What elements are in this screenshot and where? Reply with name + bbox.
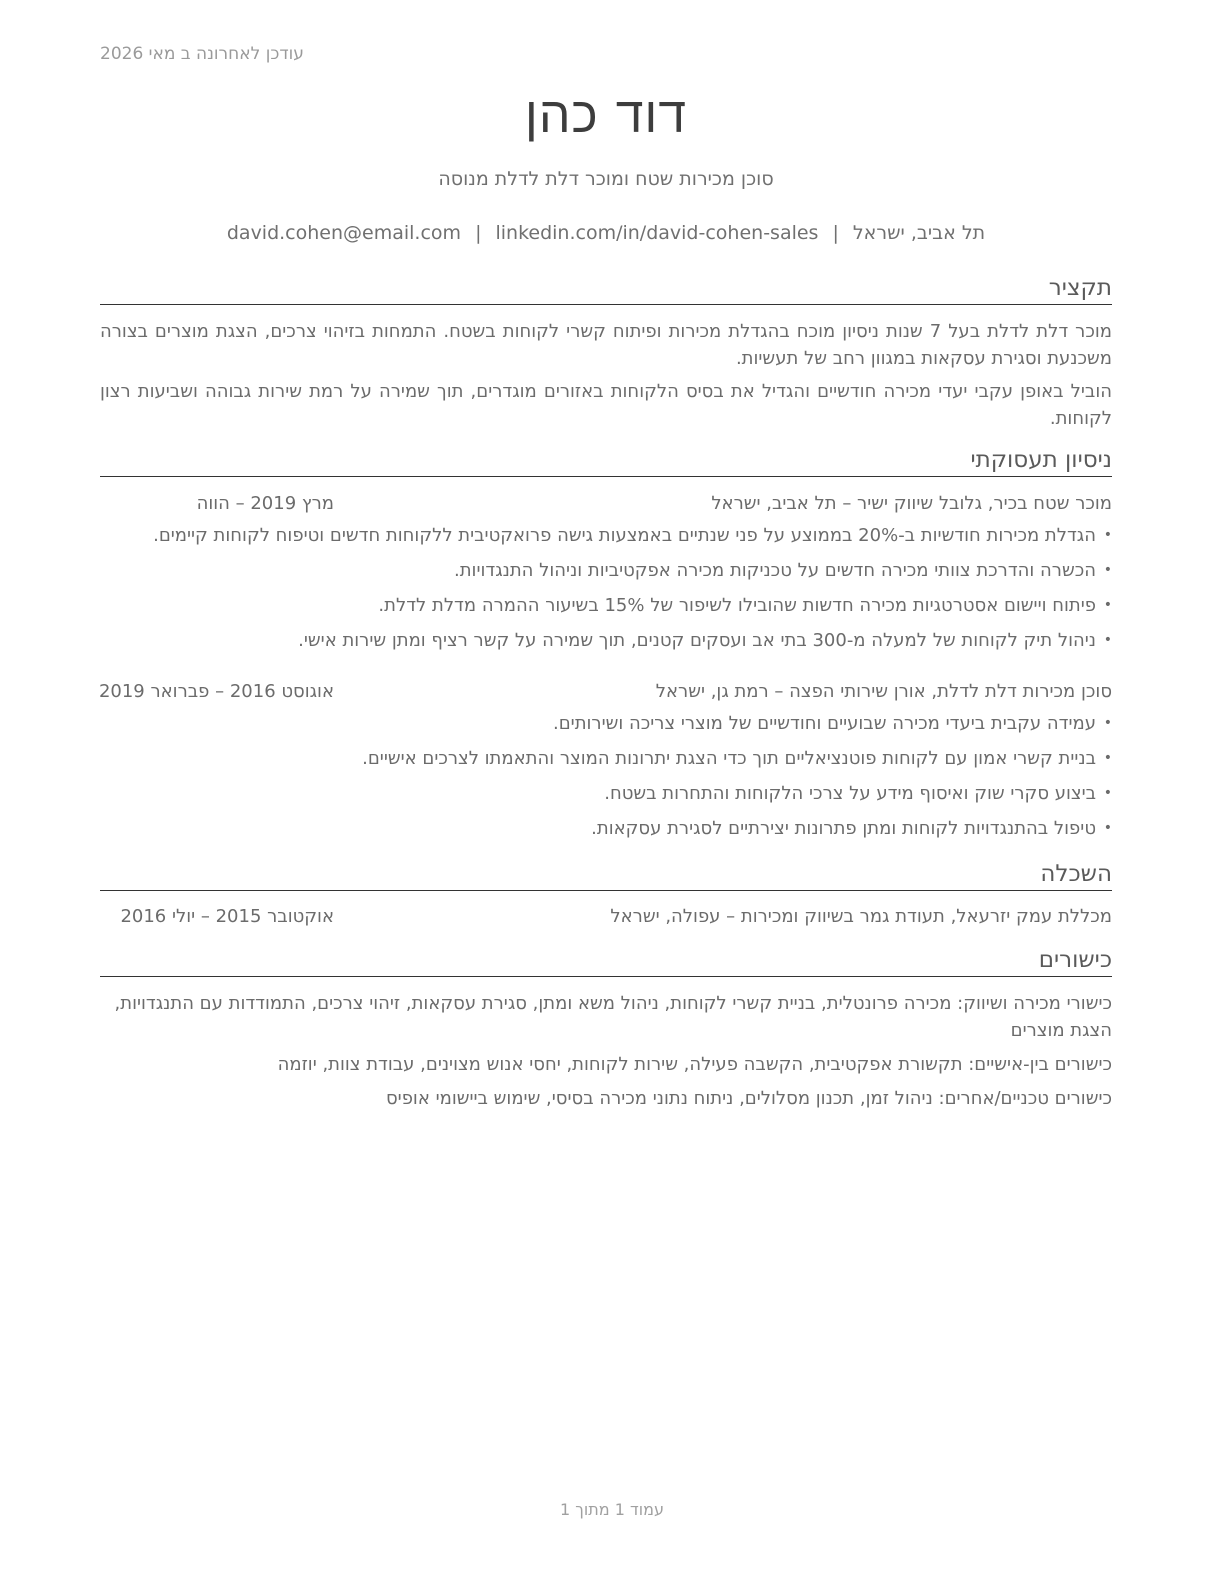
job-bullet: • בניית קשרי אמון עם לקוחות פוטנציאליים תוך כדי הצגת יתרונות המוצר והתאמתו לצרכים אישיים. (100, 741, 1112, 776)
candidate-name: דוד כהן (524, 86, 688, 144)
section-title-summary: תקציר (100, 274, 1112, 305)
job-header (100, 491, 1112, 517)
job-header (100, 679, 1112, 705)
contact-email[interactable]: david.cohen@email.com (226, 222, 462, 244)
last-updated-date: עודכן לאחרונה ב מאי 2026 (100, 44, 304, 64)
contact-linkedin[interactable]: linkedin.com/in/david-cohen-sales (495, 222, 819, 244)
section-title-experience: ניסיון תעסוקתי (100, 446, 1112, 477)
education-institution: מכללת עמק יזרעאל, תעודת גמר בשיווק ומכירות – עפולה, ישראל (610, 906, 1112, 927)
education-dates: אוקטובר 2015 – יולי 2016 (120, 906, 334, 927)
section-title-skills: כישורים (100, 946, 1112, 977)
education-entry (100, 904, 1112, 930)
contact-location: תל אביב, ישראל (852, 222, 986, 244)
summary-paragraph: מוכר דלת לדלת בעל 7 שנות ניסיון מוכח בהגדלת מכירות ופיתוח קשרי לקוחות בשטח. התמחות בזיהוי צרכים, הצגת מוצרים בצורה משכנעת וסגירת עסקאות במגוון רחב של תעשיות. (100, 321, 1112, 369)
summary-paragraph: הוביל באופן עקבי יעדי מכירה חודשיים והגדיל את בסיס הלקוחות באזורים מוגדרים, תוך שמירה על רמת שירות גבוהה ושביעות רצון לקוחות. (100, 381, 1112, 429)
job-bullet: • טיפול בהתנגדויות לקוחות ומתן פתרונות יצירתיים לסגירת עסקאות. (100, 811, 1112, 846)
job-bullet: • הגדלת מכירות חודשיות ב-20% בממוצע על פני שנתיים באמצעות גישה פרואקטיבית ללקוחות חדשים וטיפוח לקוחות קיימים. (100, 518, 1112, 553)
job-dates: אוגוסט 2016 – פברואר 2019 (98, 681, 334, 702)
job-bullet: • עמידה עקבית ביעדי מכירה שבועיים וחודשיים של מוצרי צריכה ושירותים. (100, 706, 1112, 741)
skills-line: כישורים טכניים/אחרים: ניהול זמן, תכנון מסלולים, ניתוח נתוני מכירה בסיסי, שימוש ביישומי אופיס (385, 1088, 1112, 1109)
page-number: עמוד 1 מתוך 1 (560, 1500, 664, 1519)
contact-separator: | (475, 222, 482, 244)
job-title: מוכר שטח בכיר, גלובל שיווק ישיר – תל אביב, ישראל (711, 493, 1112, 514)
job-bullet: • ניהול תיק לקוחות של למעלה מ-300 בתי אב ועסקים קטנים, תוך שמירה על קשר רציף ומתן שירות אישי. (100, 623, 1112, 658)
job-title: סוכן מכירות דלת לדלת, אורן שירותי הפצה – רמת גן, ישראל (655, 681, 1112, 702)
contact-separator: | (832, 222, 839, 244)
job-bullet: • ביצוע סקרי שוק ואיסוף מידע על צרכי הלקוחות והתחרות בשטח. (100, 776, 1112, 811)
candidate-headline: סוכן מכירות שטח ומוכר דלת לדלת מנוסה (438, 168, 774, 190)
job-dates: מרץ 2019 – הווה (196, 493, 334, 514)
job-bullet: • הכשרה והדרכת צוותי מכירה חדשים על טכניקות מכירה אפקטיביות וניהול התנגדויות. (100, 553, 1112, 588)
contact-line (100, 222, 1112, 244)
job-bullets (100, 706, 1112, 846)
job-bullet: • פיתוח ויישום אסטרטגיות מכירה חדשות שהובילו לשיפור של 15% בשיעור ההמרה מדלת לדלת. (100, 588, 1112, 623)
skills-line: כישורי מכירה ושיווק: מכירה פרונטלית, בניית קשרי לקוחות, ניהול משא ומתן, סגירת עסקאות, זיהוי צרכים, התמודדות עם התנגדויות, הצגת מוצרים (114, 993, 1112, 1041)
section-title-education: השכלה (100, 860, 1112, 891)
job-bullets (100, 518, 1112, 658)
skills-line: כישורים בין-אישיים: תקשורת אפקטיבית, הקשבה פעילה, שירות לקוחות, יחסי אנוש מצוינים, עבודת צוות, יוזמה (277, 1054, 1112, 1075)
